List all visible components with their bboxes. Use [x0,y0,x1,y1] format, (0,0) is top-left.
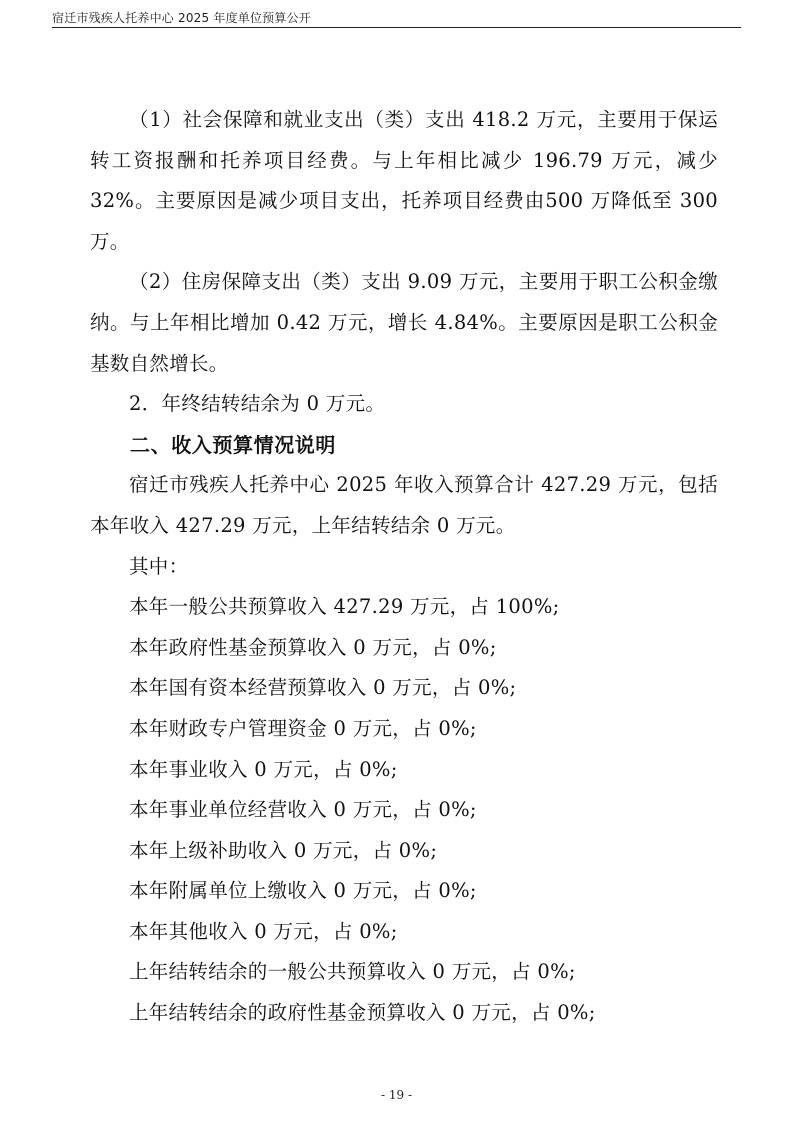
list-item: 本年上级补助收入 0 万元，占 0%; [129,838,438,862]
paragraph-carryover: 2．年终结转结余为 0 万元。 [129,392,386,416]
header-divider [52,27,741,28]
page-number: - 19 - [380,1088,412,1102]
list-item: 上年结转结余的一般公共预算收入 0 万元，占 0%; [129,960,576,984]
list-item: 本年政府性基金预算收入 0 万元，占 0%; [129,635,497,659]
paragraph-among: 其中： [129,554,189,578]
list-item: 本年事业收入 0 万元，占 0%; [129,757,398,781]
list-item: 本年事业单位经营收入 0 万元，占 0%; [129,798,477,822]
list-item: 本年附属单位上缴收入 0 万元，占 0%; [129,879,477,903]
list-item: 本年财政专户管理资金 0 万元，占 0%; [129,716,477,740]
paragraph-social-security: （1）社会保障和就业支出（类）支出 418.2 万元，主要用于保运转工资报酬和托养项目经费。与上年相比减少 196.79 万元，减少 32%。主要原因是减少项目支出，托养项目经费由500 万降低至 300 万。 [90,108,718,253]
section-heading: 二、收入预算情况说明 [130,432,336,457]
list-item: 本年其他收入 0 万元，占 0%; [129,919,398,943]
document-body [90,100,718,1034]
running-header: 宿迁市残疾人托养中心 2025 年度单位预算公开 [52,11,311,25]
list-item: 本年一般公共预算收入 427.29 万元，占 100%; [129,595,560,619]
paragraph-housing: （2）住房保障支出（类）支出 9.09 万元，主要用于职工公积金缴纳。与上年相比增加 0.42 万元，增长 4.84%。主要原因是职工公积金基数自然增长。 [90,270,718,375]
list-item: 上年结转结余的政府性基金预算收入 0 万元，占 0%; [129,1001,596,1025]
paragraph-income-summary: 宿迁市残疾人托养中心 2025 年收入预算合计 427.29 万元，包括本年收入 427.29 万元，上年结转结余 0 万元。 [90,473,718,537]
list-item: 本年国有资本经营预算收入 0 万元，占 0%; [129,676,517,700]
